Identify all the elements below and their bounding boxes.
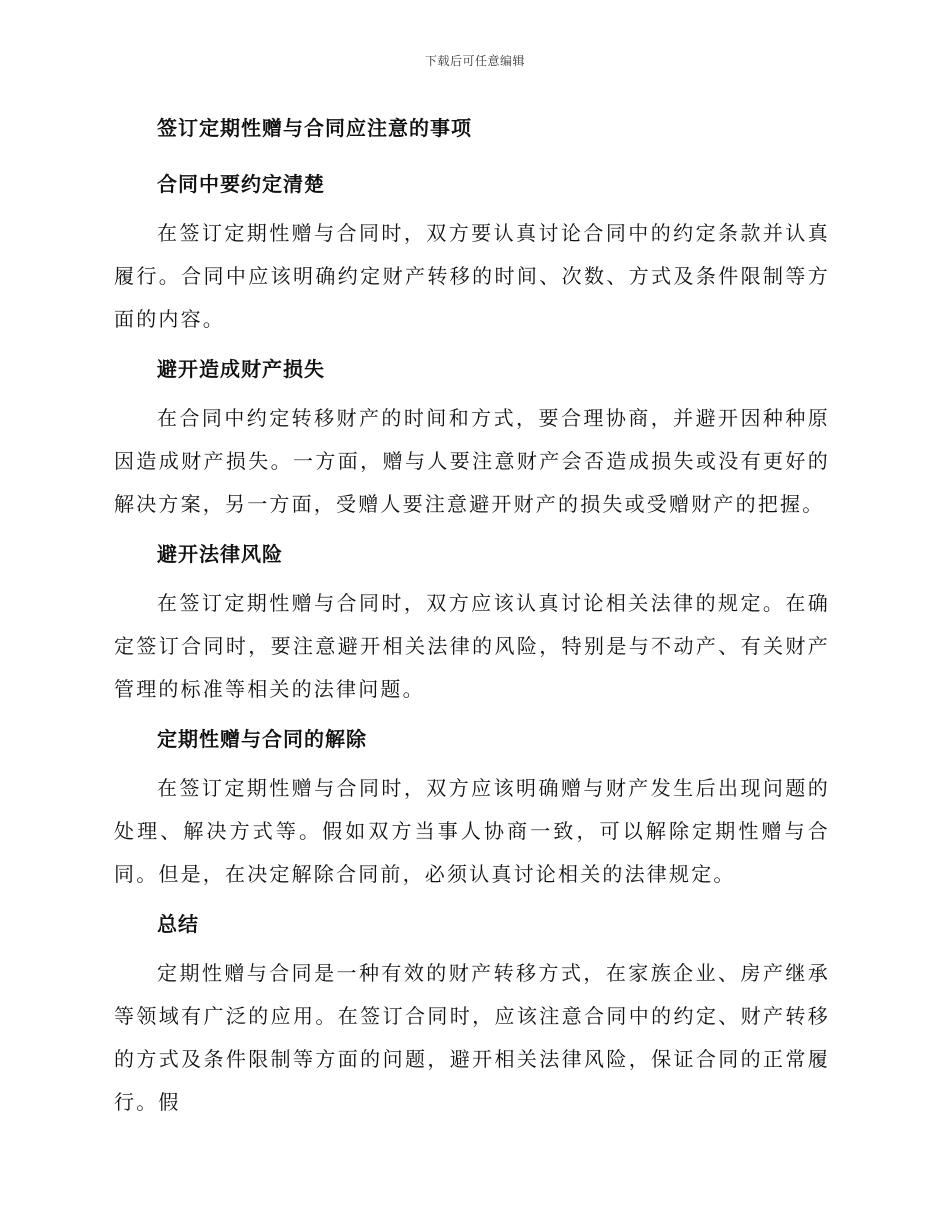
document-body: [114, 108, 830, 1132]
section-contract-terms: [114, 164, 830, 341]
section-legal-risk: [114, 534, 830, 711]
document-title: 签订定期性赠与合同应注意的事项: [157, 116, 472, 140]
section-paragraph: 在签订定期性赠与合同时，双方应该明确赠与财产发生后出现问题的处理、解决方式等。假如双方当事人协商一致，可以解除定期性赠与合同。但是，在决定解除合同前，必须认真讨论相关的法律规定。: [114, 776, 830, 886]
section-heading: 合同中要约定清楚: [157, 172, 325, 196]
section-termination: [114, 719, 830, 896]
section-paragraph: 定期性赠与合同是一种有效的财产转移方式，在家族企业、房产继承等领域有广泛的应用。在签订合同时，应该注意合同中的约定、财产转移的方式及条件限制等方面的问题，避开相关法律风险，保证合同的正常履行。假: [114, 961, 830, 1114]
section-heading: 避开法律风险: [157, 542, 283, 566]
section-heading: 定期性赠与合同的解除: [157, 727, 367, 751]
section-avoid-loss: [114, 349, 830, 526]
page-header: 下载后可任意编辑: [424, 54, 525, 68]
section-heading: 总结: [157, 912, 199, 936]
section-paragraph: 在合同中约定转移财产的时间和方式，要合理协商，并避开因种种原因造成财产损失。一方面，赠与人要注意财产会否造成损失或没有更好的解决方案，另一方面，受赠人要注意避开财产的损失或受赠财产的把握。: [114, 406, 830, 516]
section-summary: [114, 904, 830, 1124]
section-heading: 避开造成财产损失: [157, 357, 325, 381]
section-paragraph: 在签订定期性赠与合同时，双方应该认真讨论相关法律的规定。在确定签订合同时，要注意避开相关法律的风险，特别是与不动产、有关财产管理的标准等相关的法律问题。: [114, 591, 830, 701]
section-paragraph: 在签订定期性赠与合同时，双方要认真讨论合同中的约定条款并认真履行。合同中应该明确约定财产转移的时间、次数、方式及条件限制等方面的内容。: [114, 221, 830, 331]
